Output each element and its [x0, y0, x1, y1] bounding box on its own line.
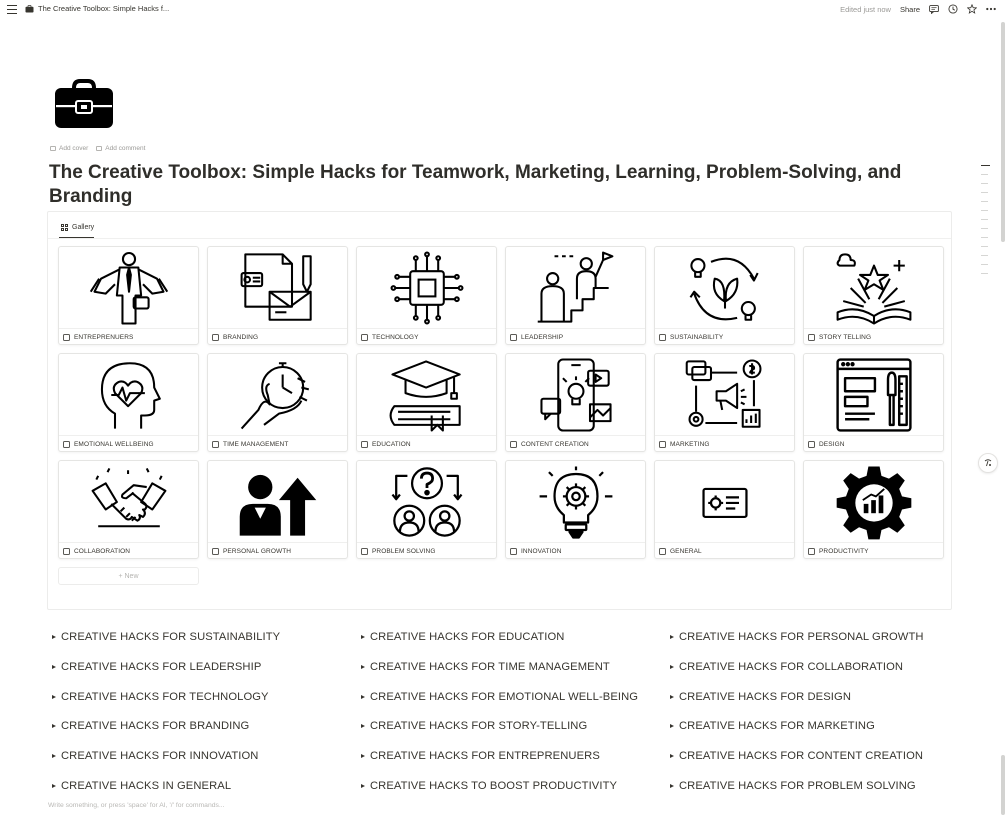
briefcase-icon	[25, 5, 34, 13]
gallery-card-technology[interactable]	[356, 246, 497, 345]
toggle-triangle-icon[interactable]	[361, 724, 365, 728]
toggle-item[interactable]: CREATIVE HACKS FOR CONTENT CREATION	[670, 750, 952, 780]
entrepreneur-icon	[87, 249, 171, 327]
top-bar	[0, 0, 1005, 22]
history-icon[interactable]	[948, 4, 958, 14]
card-label: LEADERSHIP	[506, 328, 645, 345]
gallery-card-sustainability[interactable]	[654, 246, 795, 345]
toggle-item[interactable]: CREATIVE HACKS TO BOOST PRODUCTIVITY	[361, 780, 670, 810]
star-icon[interactable]	[967, 4, 977, 14]
card-label: COLLABORATION	[59, 542, 198, 559]
add-cover-label: Add cover	[59, 145, 89, 152]
card-property-icon	[63, 441, 70, 448]
card-property-icon	[808, 548, 815, 555]
gallery-card-content-creation[interactable]	[505, 353, 646, 452]
toggle-triangle-icon[interactable]	[670, 695, 674, 699]
toggle-triangle-icon[interactable]	[670, 724, 674, 728]
gallery-card-time-management[interactable]	[207, 353, 348, 452]
briefcase-page-icon[interactable]	[54, 78, 114, 130]
toggle-triangle-icon[interactable]	[52, 754, 56, 758]
gallery-card-productivity[interactable]	[803, 460, 944, 559]
card-label: MARKETING	[655, 435, 794, 452]
gallery-card-collaboration[interactable]	[58, 460, 199, 559]
gallery-card-marketing[interactable]	[654, 353, 795, 452]
card-property-icon	[361, 548, 368, 555]
head-heart-icon	[87, 356, 171, 434]
card-label: ENTREPRENUERS	[59, 328, 198, 345]
toggle-item[interactable]: CREATIVE HACKS FOR SUSTAINABILITY	[52, 631, 361, 661]
toggle-triangle-icon[interactable]	[52, 635, 56, 639]
stopwatch-icon	[236, 356, 320, 434]
toggle-item[interactable]: CREATIVE HACKS FOR BRANDING	[52, 720, 361, 750]
toggle-item[interactable]: CREATIVE HACKS FOR ENTREPRENUERS	[361, 750, 670, 780]
toggle-list	[52, 631, 952, 810]
marketing-icon	[683, 356, 767, 434]
chip-icon	[385, 249, 469, 327]
gear-chart-icon	[832, 463, 916, 541]
card-property-icon	[659, 334, 666, 341]
toggle-item[interactable]: CREATIVE HACKS FOR LEADERSHIP	[52, 661, 361, 691]
ai-help-icon	[983, 458, 993, 468]
toggle-item[interactable]: CREATIVE HACKS IN GENERAL	[52, 780, 361, 810]
card-property-icon	[510, 334, 517, 341]
gallery-card-story-telling[interactable]	[803, 246, 944, 345]
leadership-icon	[534, 249, 618, 327]
toggle-item[interactable]: CREATIVE HACKS FOR DESIGN	[670, 691, 952, 721]
card-label: DESIGN	[804, 435, 943, 452]
toggle-triangle-icon[interactable]	[670, 754, 674, 758]
breadcrumb-title: The Creative Toolbox: Simple Hacks f...	[38, 4, 170, 13]
toggle-item[interactable]: CREATIVE HACKS FOR TIME MANAGEMENT	[361, 661, 670, 691]
sustainability-icon	[683, 249, 767, 327]
storytelling-icon	[832, 249, 916, 327]
new-card-button[interactable]: + New	[58, 567, 199, 585]
toggle-triangle-icon[interactable]	[670, 635, 674, 639]
card-label: EDUCATION	[357, 435, 496, 452]
toggle-item[interactable]: CREATIVE HACKS FOR STORY-TELLING	[361, 720, 670, 750]
gallery-grid-icon	[61, 224, 68, 231]
card-property-icon	[212, 548, 219, 555]
toggle-item[interactable]: CREATIVE HACKS FOR EMOTIONAL WELL-BEING	[361, 691, 670, 721]
toggle-triangle-icon[interactable]	[52, 724, 56, 728]
toggle-triangle-icon[interactable]	[361, 635, 365, 639]
add-cover-button[interactable]	[50, 145, 88, 152]
toggle-item[interactable]: CREATIVE HACKS FOR PERSONAL GROWTH	[670, 631, 952, 661]
gallery-card-entreprenuers[interactable]	[58, 246, 199, 345]
card-label: CONTENT CREATION	[506, 435, 645, 452]
image-icon	[50, 146, 56, 151]
card-label: BRANDING	[208, 328, 347, 345]
toggle-item[interactable]: CREATIVE HACKS FOR INNOVATION	[52, 750, 361, 780]
card-property-icon	[808, 441, 815, 448]
handshake-icon	[87, 463, 171, 541]
card-label: TECHNOLOGY	[357, 328, 496, 345]
page-title[interactable]: The Creative Toolbox: Simple Hacks for Teamwork, Marketing, Learning, Problem-Solving, and Branding	[49, 162, 902, 207]
toggle-triangle-icon[interactable]	[361, 754, 365, 758]
toggle-item[interactable]: CREATIVE HACKS FOR EDUCATION	[361, 631, 670, 661]
more-icon[interactable]	[986, 7, 996, 11]
bulb-gear-icon	[534, 463, 618, 541]
card-label: PERSONAL GROWTH	[208, 542, 347, 559]
toggle-triangle-icon[interactable]	[670, 665, 674, 669]
gallery-card-leadership[interactable]	[505, 246, 646, 345]
gallery-card-general[interactable]	[654, 460, 795, 559]
card-property-icon	[659, 548, 666, 555]
card-label: STORY TELLING	[804, 328, 943, 345]
tab-gallery-label: Gallery	[72, 224, 95, 231]
design-icon	[832, 356, 916, 434]
content-creation-icon	[534, 356, 618, 434]
card-label: EMOTIONAL WELLBEING	[59, 435, 198, 452]
gallery-card-education[interactable]	[356, 353, 497, 452]
toggle-item[interactable]: CREATIVE HACKS FOR PROBLEM SOLVING	[670, 780, 952, 810]
editor-placeholder[interactable]: Write something, or press 'space' for AI, '/' for commands...	[48, 802, 225, 809]
card-property-icon	[808, 334, 815, 341]
card-property-icon	[63, 334, 70, 341]
scrollbar[interactable]	[1001, 22, 1005, 815]
toggle-triangle-icon[interactable]	[361, 665, 365, 669]
card-label: SUSTAINABILITY	[655, 328, 794, 345]
toggle-triangle-icon[interactable]	[670, 784, 674, 788]
breadcrumb[interactable]	[25, 4, 169, 13]
card-property-icon	[510, 441, 517, 448]
gallery-card-emotional-wellbeing[interactable]	[58, 353, 199, 452]
toggle-triangle-icon[interactable]	[361, 784, 365, 788]
card-property-icon	[212, 334, 219, 341]
comment-icon[interactable]	[929, 5, 939, 14]
question-people-icon	[385, 463, 469, 541]
toggle-item[interactable]: CREATIVE HACKS FOR COLLABORATION	[670, 661, 952, 691]
card-label: PROBLEM SOLVING	[357, 542, 496, 559]
toggle-triangle-icon[interactable]	[52, 784, 56, 788]
tab-gallery[interactable]	[61, 224, 94, 231]
card-property-icon	[361, 441, 368, 448]
add-comment-button[interactable]	[96, 145, 145, 152]
add-comment-label: Add comment	[105, 145, 146, 152]
share-button[interactable]: Share	[899, 4, 920, 14]
toggle-triangle-icon[interactable]	[361, 695, 365, 699]
sidebar-menu-icon[interactable]	[7, 5, 17, 15]
card-label: PRODUCTIVITY	[804, 542, 943, 559]
graduation-icon	[385, 356, 469, 434]
card-label: TIME MANAGEMENT	[208, 435, 347, 452]
card-property-icon	[212, 441, 219, 448]
help-button[interactable]	[978, 453, 998, 473]
comment-small-icon	[96, 146, 102, 151]
branding-icon	[236, 249, 320, 327]
gallery-card-design[interactable]	[803, 353, 944, 452]
card-property-icon	[659, 441, 666, 448]
edited-status: Edited just now	[840, 4, 891, 14]
card-property-icon	[63, 548, 70, 555]
toggle-item[interactable]: CREATIVE HACKS FOR TECHNOLOGY	[52, 691, 361, 721]
gallery-card-problem-solving[interactable]	[356, 460, 497, 559]
gallery-card-innovation[interactable]	[505, 460, 646, 559]
toggle-triangle-icon[interactable]	[52, 695, 56, 699]
toggle-item[interactable]: CREATIVE HACKS FOR MARKETING	[670, 720, 952, 750]
toggle-triangle-icon[interactable]	[52, 665, 56, 669]
card-label: INNOVATION	[506, 542, 645, 559]
card-property-icon	[361, 334, 368, 341]
card-label: GENERAL	[655, 542, 794, 559]
card-property-icon	[510, 548, 517, 555]
gallery-card-branding[interactable]	[207, 246, 348, 345]
growth-icon	[236, 463, 320, 541]
gallery-view	[47, 211, 952, 610]
id-card-icon	[683, 463, 767, 541]
gallery-card-personal-growth[interactable]	[207, 460, 348, 559]
table-of-contents-marks[interactable]	[981, 165, 991, 282]
